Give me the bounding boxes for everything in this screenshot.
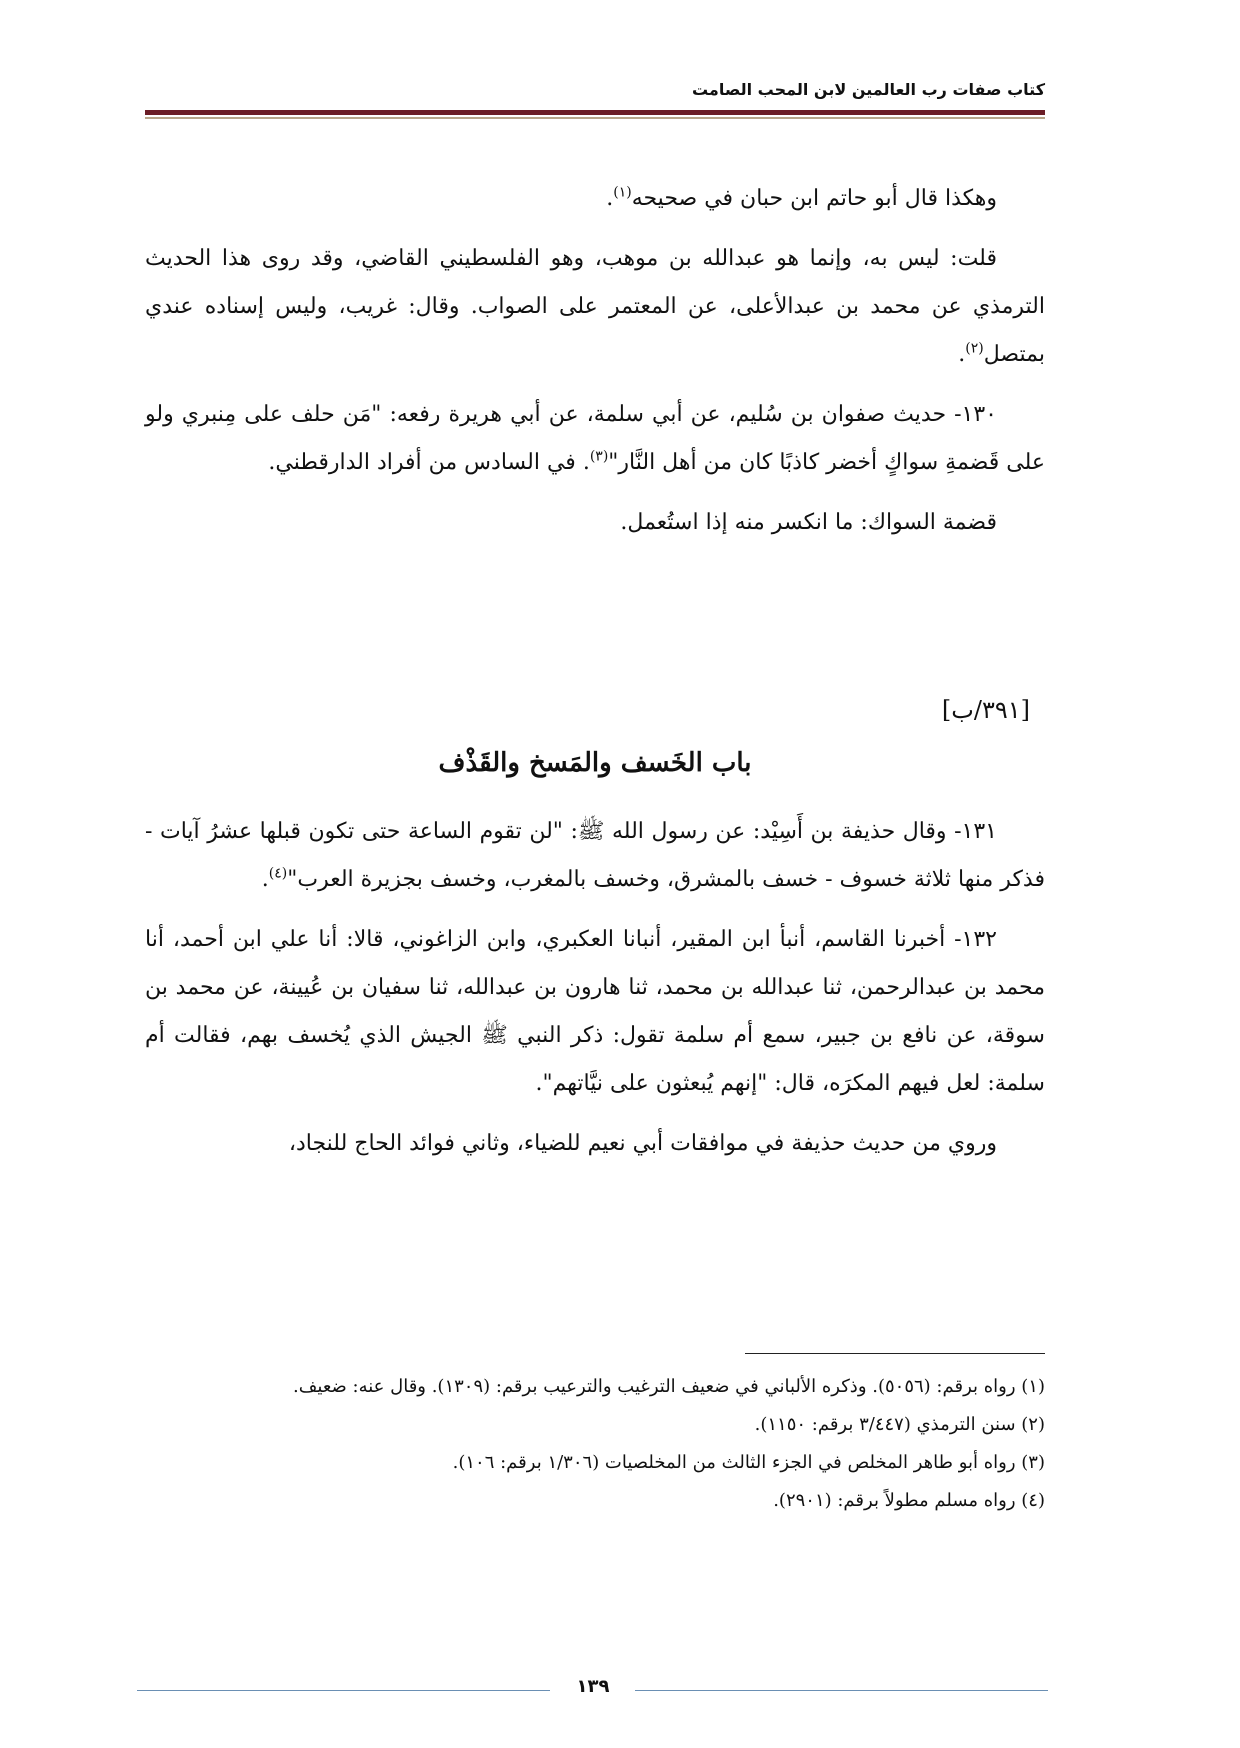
main-text [145,175,1045,547]
footer-rule-right [635,1690,1048,1691]
paragraph-2-end: . [958,342,966,367]
paragraph-3-text: ١٣٠- حديث صفوان بن سُليم، عن أبي سلمة، عن أبي هريرة رفعه: "مَن حلف على مِنبري ولو على قَضمةِ سواكٍ أخضر كاذبًا كان من أهل النَّار" [145,402,1045,475]
footnote-4: (٤) رواه مسلم مطولاً برقم: (٢٩٠١). [773,1490,1045,1511]
paragraph-5-end: . [261,867,269,892]
footnote-ref-2[interactable]: (٢) [965,340,984,357]
chapter-text [145,808,1045,1168]
paragraph-1 [145,175,1045,223]
paragraph-3-end: . في السادس من أفراد الدارقطني. [268,450,590,475]
footnote-ref-4[interactable]: (٤) [268,865,288,882]
footer-rule-left [137,1690,550,1691]
page-number: ١٣٩ [576,1676,610,1697]
footnotes [145,1368,1045,1520]
paragraph-4: قضمة السواك: ما انكسر منه إذا استُعمل. [620,510,997,535]
paragraph-2 [145,235,1045,379]
footnote-ref-1[interactable]: (١) [613,184,632,201]
paragraph-7: وروي من حديث حذيفة في موافقات أبي نعيم للضياء، وثاني فوائد الحاج للنجاد، [288,1131,997,1156]
paragraph-1-end: . [606,186,614,211]
paragraph-3 [145,391,1045,487]
header-rule [145,110,1045,115]
chapter-title: باب الخَسف والمَسخ والقَذْف [438,748,752,778]
paragraph-1-text: وهكذا قال أبو حاتم ابن حبان في صحيحه [631,186,997,211]
paragraph-5 [145,808,1045,904]
footnote-2: (٢) سنن الترمذي (٣/٤٤٧ برقم: ١١٥٠). [754,1414,1045,1435]
header-rule-thin [145,117,1045,119]
paragraph-2-text: قلت: ليس به، وإنما هو عبدالله بن موهب، وهو الفلسطيني القاضي، وقد روى هذا الحديث الترمذي عن محمد بن عبدالأعلى، عن المعتمر على الصواب. وقال: غريب، وليس إسناده عندي بمتصل [145,246,1045,367]
footnote-1: (١) رواه برقم: (٥٠٥٦). وذكره الألباني في ضعيف الترغيب والترعيب برقم: (١٣٠٩). وقال عنه: ضعيف. [293,1376,1045,1397]
paragraph-6: ١٣٢- أخبرنا القاسم، أنبأ ابن المقير، أنبانا العكبري، وابن الزاغوني، قالا: أنا علي ابن أحمد، أنا محمد بن عبدالرحمن، ثنا عبدالله بن محمد، ثنا هارون بن عبدالله، ثنا سفيان بن عُيينة، عن محمد بن سوقة، عن نافع بن جبير، سمع أم سلمة تقول: ذكر النبي ﷺ الجيش الذي يُخسف بهم، فقالت أم سلمة: لعل فيهم المكرَه، قال: "إنهم يُبعثون على نيَّاتهم". [145,927,1046,1096]
footnote-ref-3[interactable]: (٣) [589,448,609,465]
running-header: كتاب صفات رب العالمين لابن المحب الصامت [691,80,1045,99]
footnote-separator [745,1353,1045,1354]
footnote-3: (٣) رواه أبو طاهر المخلص في الجزء الثالث من المخلصيات (١/٣٠٦ برقم: ١٠٦). [452,1452,1045,1473]
manuscript-folio-ref: [٣٩١/ب] [941,696,1030,724]
paragraph-5-text: ١٣١- وقال حذيفة بن أَسِيْد: عن رسول الله ﷺ: "لن تقوم الساعة حتى تكون قبلها عشرُ آيات - فذكر منها ثلاثة خسوف - خسف بالمشرق، وخسف بالمغرب، وخسف بجزيرة العرب" [145,819,1045,892]
